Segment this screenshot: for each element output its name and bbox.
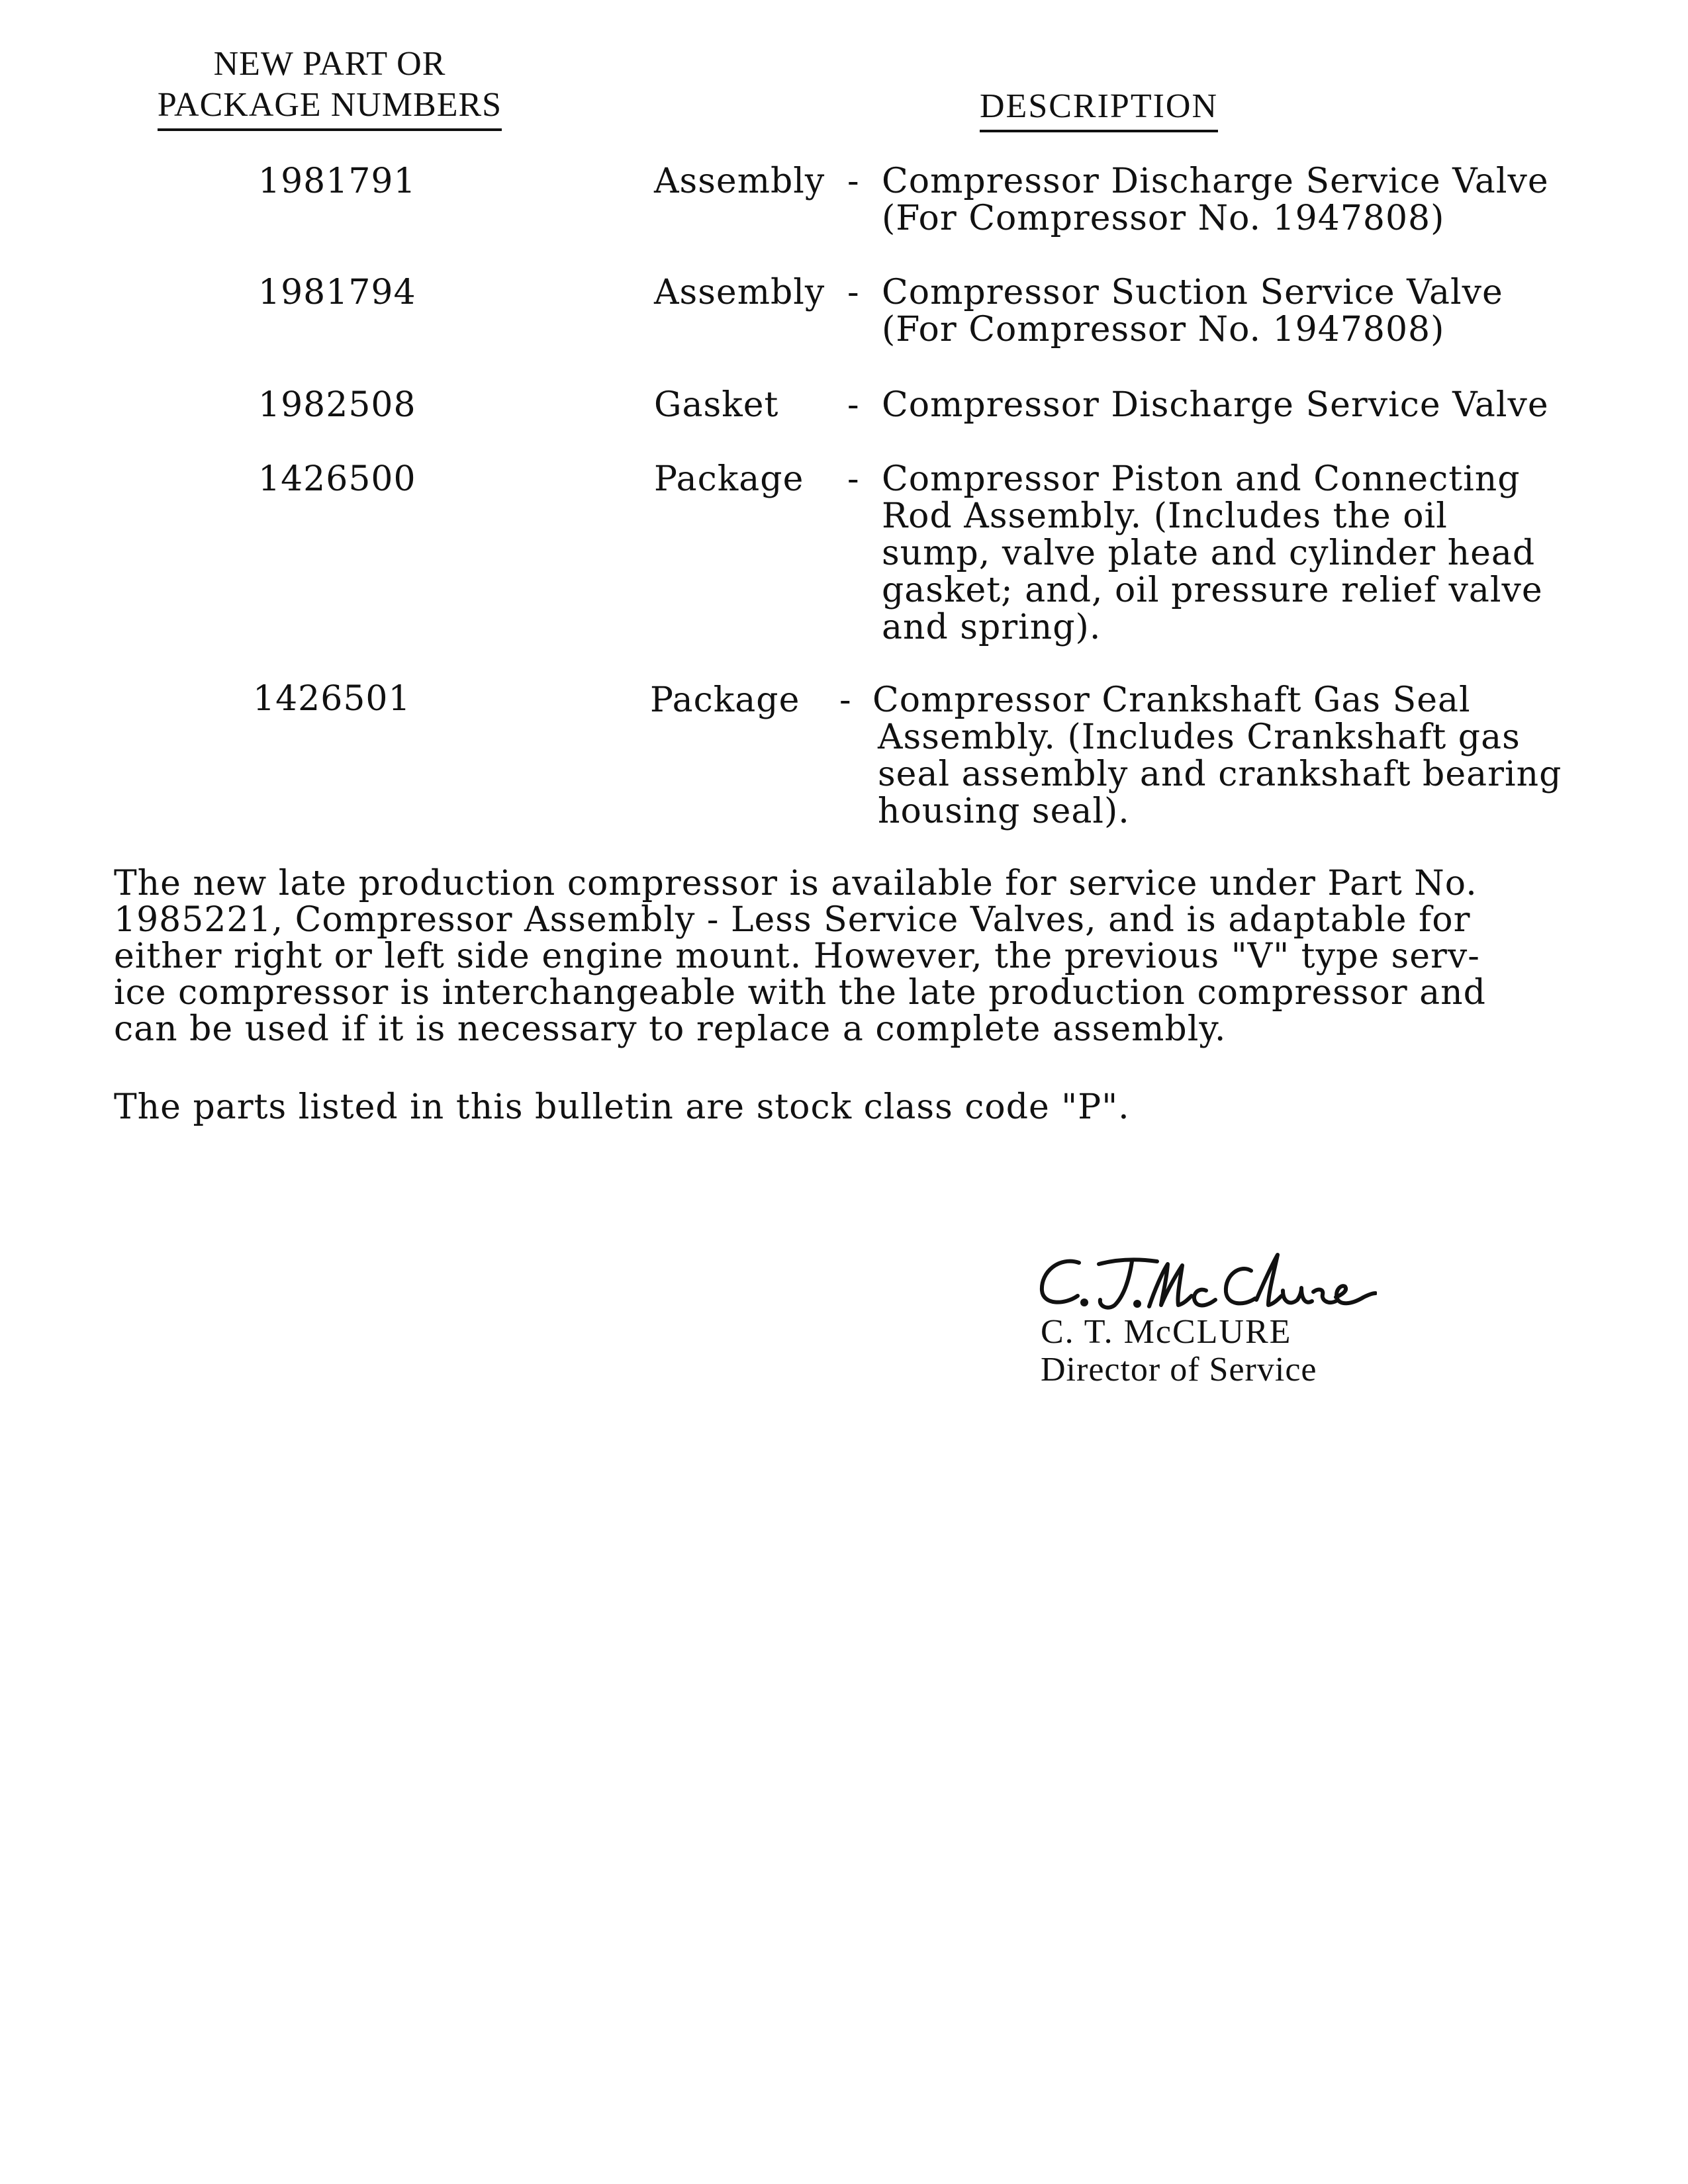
separator-dash: - [847, 273, 859, 312]
part-description [882, 274, 1623, 348]
description-line: housing seal). [878, 792, 1130, 831]
description-line: Compressor Suction Service Valve [882, 273, 1503, 312]
part-numbers-column-header [118, 44, 541, 131]
description-line: gasket; and, oil pressure relief valve [882, 570, 1543, 610]
part-description [882, 387, 1623, 424]
part-type: Package [654, 459, 804, 499]
paragraph-line: ice compressor is interchangeable with the late production compressor and [114, 973, 1486, 1013]
separator-dash: - [839, 680, 851, 720]
separator-dash: - [847, 385, 859, 425]
signatory-name: C. T. McCLURE [1041, 1313, 1292, 1351]
description-line: (For Compressor No. 1947808) [882, 310, 1445, 349]
handwritten-signature [1033, 1244, 1377, 1317]
part-number: 1981791 [258, 161, 416, 201]
paragraph-line: can be used if it is necessary to replace a complete assembly. [114, 1009, 1227, 1049]
part-number: 1426500 [258, 459, 416, 499]
header-line-1: NEW PART OR [213, 45, 446, 83]
description-line: Compressor Crankshaft Gas Seal [872, 680, 1471, 720]
description-line: and spring). [882, 608, 1102, 647]
part-type: Assembly [654, 161, 825, 201]
separator-dash: - [847, 459, 859, 499]
description-line: seal assembly and crankshaft bearing [878, 754, 1562, 794]
description-line: Compressor Piston and Connecting [882, 459, 1521, 499]
part-type: Assembly [654, 273, 825, 312]
part-description [882, 461, 1623, 646]
description-line: Assembly. (Includes Crankshaft gas [878, 717, 1521, 757]
separator-dash: - [847, 161, 859, 201]
header-line-2: PACKAGE NUMBERS [158, 85, 502, 131]
part-type: Gasket [654, 385, 779, 425]
part-description [882, 163, 1623, 237]
stock-class-paragraph: The parts listed in this bulletin are stock class code "P". [114, 1087, 1130, 1127]
description-line: Compressor Discharge Service Valve [882, 161, 1549, 201]
part-type: Package [650, 680, 800, 720]
part-description [872, 682, 1614, 830]
description-column-header: DESCRIPTION [980, 86, 1218, 132]
description-line: sump, valve plate and cylinder head [882, 533, 1536, 573]
service-availability-paragraph [114, 866, 1610, 1048]
part-number: 1426501 [253, 679, 411, 719]
signatory-title: Director of Service [1041, 1351, 1317, 1388]
description-line: Compressor Discharge Service Valve [882, 385, 1549, 425]
part-number: 1981794 [258, 273, 416, 312]
description-line: (For Compressor No. 1947808) [882, 199, 1445, 238]
paragraph-line: 1985221, Compressor Assembly - Less Service Valves, and is adaptable for [114, 900, 1471, 940]
part-number: 1982508 [258, 385, 416, 425]
paragraph-line: either right or left side engine mount. However, the previous "V" type serv- [114, 936, 1480, 976]
description-line: Rod Assembly. (Includes the oil [882, 496, 1448, 536]
paragraph-line: The new late production compressor is available for service under Part No. [114, 864, 1477, 903]
